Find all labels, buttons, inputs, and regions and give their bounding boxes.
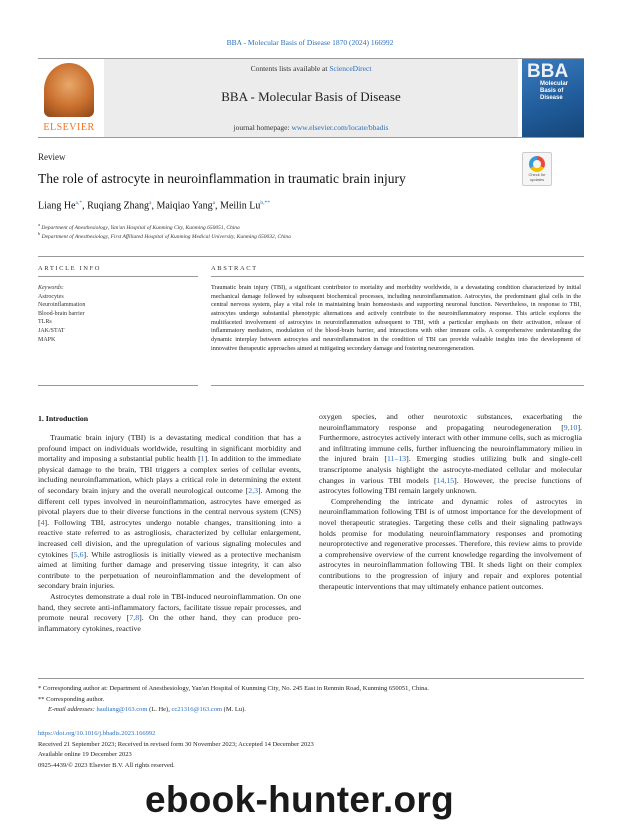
citation-link[interactable]: 4: [40, 517, 45, 527]
author-marks[interactable]: a: [212, 200, 216, 206]
elsevier-tree-icon: [44, 63, 94, 117]
keyword: Blood-brain barrier: [38, 310, 85, 317]
journal-title: BBA - Molecular Basis of Disease: [221, 89, 401, 104]
keywords-list: [38, 284, 85, 344]
paragraph: Comprehending the intricate and dynamic roles of astrocytes in neuroinflammation following TBI is of utmost importance for the development of novel therapeutic strategies. Targeting these cells and their signaling pathways holds promise for modulating neuroinflammatory responses and promoting neuroprotective and regenerative processes. Therefore, this review aims to provide a comprehensive overview of the current knowledge regarding the involvement of astrocytes in neuroinflammation following TBI. It sheds light on their complex contributions to the progression of injury and repair and explores potential therapeutic interventions that may ultimately enhance patient outcomes.: [319, 496, 582, 591]
publisher-name: ELSEVIER: [43, 122, 95, 133]
homepage-line: [104, 123, 518, 132]
journal-masthead: [104, 59, 518, 137]
author-name[interactable]: Maiqiao Yang: [156, 200, 213, 212]
article-info-heading: ARTICLE INFO: [38, 265, 102, 272]
affiliation: $^b$ Department of Anesthesiology, First Affiliated Hospital of Kunming Medical University, Kunming 650032, China: [38, 231, 291, 240]
citation-link[interactable]: 14,15: [436, 475, 455, 485]
paragraph: oxygen species, and other neurotoxic substances, exacerbating the neuroinflammatory response and propagating neurodegeneration [9,10]. Furthermore, astrocytes actively interact with other immune cells, such as microglia and infiltrating immune cells, further influencing the neuroinflammatory milieu in the injured brain [11–13]. Emerging studies utilizing bulk and single-cell transcriptome analysis highlight the astrocyte-mediated cellular and molecular changes in various TBI models [14,15]. However, the precise functions of astrocytes following TBI remain largely unknown.: [319, 412, 582, 496]
journal-reference[interactable]: BBA - Molecular Basis of Disease 1870 (2024) 166992: [226, 38, 394, 47]
keyword: JAK/STAT: [38, 327, 65, 334]
paragraph: Traumatic brain injury (TBI) is a devastating medical condition that has a profound impact on individuals worldwide, resulting in significant morbidity and mortality and imposing a substantial public health [1]. In addition to the immediate physical damage to the brain, TBI triggers a complex series of cellular events, including neuroinflammation, which plays a critical role in determining the extent of secondary brain injury and the overall neurological outcome [2,3]. Among the different cell types involved in neuroinflammation, astrocytes have emerged as pivotal players due to their diverse functions in the central nervous system (CNS) [4]. Following TBI, astrocytes undergo notable changes, transitioning into a reactive state referred to as astrogliosis, characterized by cellular enlargement, increased cell division, and the upregulation of various signaling molecules and cytokines [5,6]. While astrogliosis is initially viewed as a protective mechanism aimed at limiting further damage and preserving tissue integrity, it can also contribute to the perpetuation of neuroinflammation and the development of secondary brain injuries.: [38, 433, 301, 591]
citation-link[interactable]: 1: [200, 454, 205, 464]
elsevier-logo[interactable]: [38, 61, 100, 135]
author-name[interactable]: Ruqiang Zhang: [87, 200, 150, 212]
cover-title: BBA: [527, 61, 569, 82]
body-column-left: [38, 433, 301, 634]
footnote: ** Corresponding author.: [38, 695, 105, 703]
available-online: Available online 19 December 2023: [38, 751, 132, 758]
crossmark-icon: [529, 156, 545, 172]
divider: [211, 385, 584, 386]
copyright: 0925-4439/© 2023 Elsevier B.V. All rights reserved.: [38, 761, 175, 769]
author-marks[interactable]: a: [149, 200, 152, 206]
article-title: The role of astrocyte in neuroinflammation in traumatic brain injury: [38, 171, 406, 186]
homepage-prefix: journal homepage:: [233, 123, 292, 132]
journal-cover-image[interactable]: [522, 59, 584, 137]
footnotes: [38, 684, 584, 716]
divider: [38, 276, 198, 277]
author-name[interactable]: Meilin Lu: [220, 200, 261, 212]
abstract-heading: ABSTRACT: [211, 265, 258, 272]
divider: [38, 385, 198, 386]
keyword: TLRs: [38, 319, 52, 326]
author-marks[interactable]: a,*: [75, 200, 83, 206]
affiliation: $^a$ Department of Anesthesiology, Yan'an Hospital of Kunming City, Kunming 650051, China: [38, 222, 240, 231]
email-link[interactable]: hauliang@163.com: [96, 706, 148, 713]
article-type: Review: [38, 152, 66, 162]
author-list: Liang $He^{a,*}$, Ruqiang Zhang$^a$, Maiqiao Yang$^a$, Meilin $Lu^{b,**}$: [38, 200, 270, 212]
keyword: Neuroinflammation: [38, 302, 86, 309]
divider: [38, 678, 584, 679]
check-updates-text: Check for updates: [528, 172, 546, 182]
publication-info: [38, 729, 314, 771]
author-marks[interactable]: b,**: [260, 200, 270, 206]
keyword: MAPK: [38, 336, 56, 343]
contents-prefix: Contents lists available at: [250, 64, 330, 73]
journal-header: [38, 58, 584, 138]
citation-link[interactable]: 7,8: [129, 613, 140, 623]
citation-link[interactable]: 11–13: [386, 454, 407, 464]
citation-link[interactable]: 2,3: [248, 485, 259, 495]
keyword: Astrocytes: [38, 293, 64, 300]
doi-link[interactable]: https://doi.org/10.1016/j.bbadis.2023.166992: [38, 730, 156, 737]
email-footnote: E-mail addresses: hauliang@163.com (L. He), cc21316@163.com (M. Lu).: [48, 706, 246, 713]
sciencedirect-link[interactable]: ScienceDirect: [329, 64, 372, 73]
homepage-link[interactable]: www.elsevier.com/locate/bbadis: [291, 123, 389, 132]
check-for-updates-button[interactable]: [522, 152, 552, 186]
watermark: ebook-hunter.org: [145, 779, 455, 820]
author-name[interactable]: Liang He: [38, 200, 76, 212]
citation-link[interactable]: 9,10: [563, 422, 578, 432]
paragraph: Astrocytes demonstrate a dual role in TBI-induced neuroinflammation. On one hand, they secrete anti-inflammatory factors, facilitate tissue repair processes, and promote neural recovery [7,8]. On the other hand, they can produce pro-inflammatory cytokines, reactive: [38, 591, 301, 633]
footnote: * Corresponding author at: Department of Anesthesiology, Yan'an Hospital of Kunming City, No. 245 East in Renmin Road, Kunming 650051, China.: [38, 685, 429, 692]
cover-subtitle: Molecular Basis of Disease: [540, 81, 569, 101]
received-dates: Received 21 September 2023; Received in revised form 30 November 2023; Accepted 14 December 2023: [38, 740, 314, 748]
contents-line: [104, 64, 518, 73]
section-heading: 1. Introduction: [38, 414, 89, 423]
divider: [211, 276, 584, 277]
body-column-right: [319, 412, 582, 592]
citation-link[interactable]: 5,6: [73, 549, 84, 559]
divider: [38, 256, 584, 257]
email-link[interactable]: cc21316@163.com: [171, 706, 223, 713]
keywords-title: Keywords:: [38, 285, 64, 291]
abstract-text: Traumatic brain injury (TBI), a significant contributor to mortality and morbidity worldwide, is a devastating condition characterized by initial mechanical damage followed by subsequent biochemical processes, including neuroinflammation. Astrocytes, the predominant glial cells in the central nervous system, play a vital role in maintaining brain homeostasis and supporting neuronal function. Nevertheless, in response to TBI, astrocytes undergo substantial phenotypic alternations and actively contribute to the neuroinflammatory response. This article explores the multifaceted involvement of astrocytes in neuroinflammation subsequent to TBI, with a particular emphasis on their activation, release of inflammatory mediators, modulation of the blood-brain barrier, and interactions with other immune cells. A comprehensive understanding the dynamic interplay between astrocytes and neuroinflammation in the condition of TBI can provide valuable insights into the development of innovative therapeutic approaches aimed at mitigating secondary damage and fostering neuroregeneration.: [211, 284, 581, 352]
